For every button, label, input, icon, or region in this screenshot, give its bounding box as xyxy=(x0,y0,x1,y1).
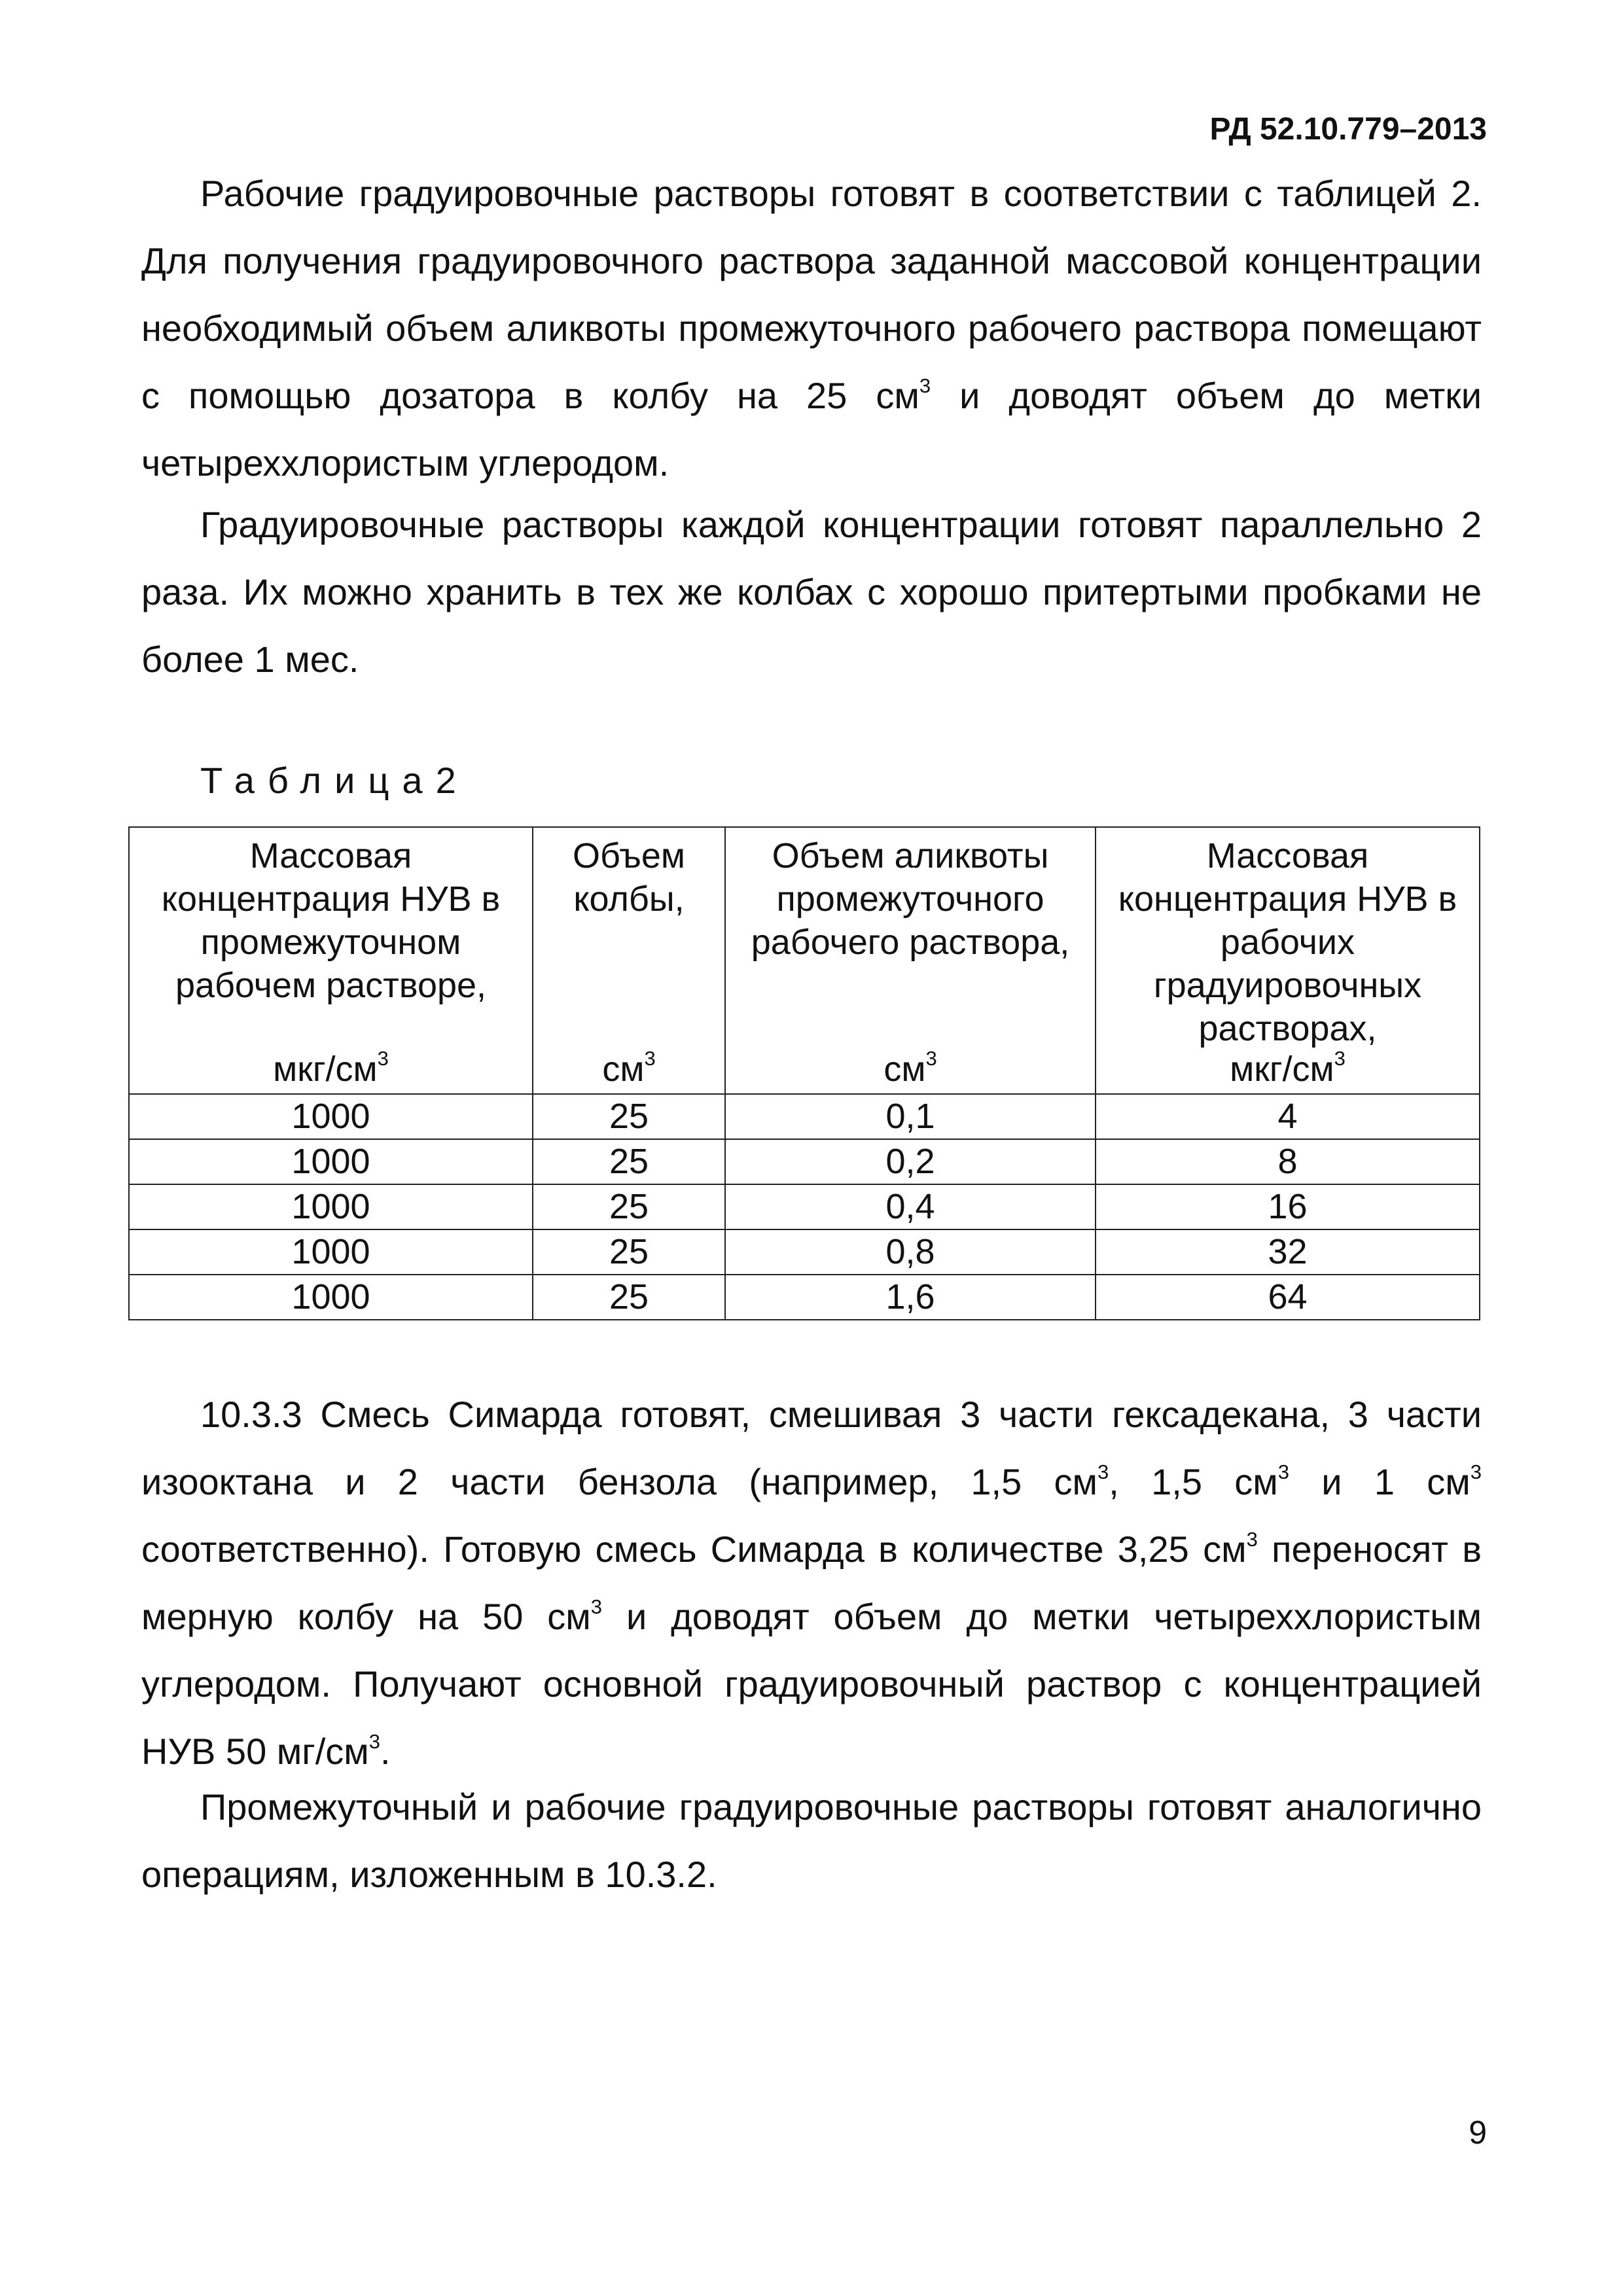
table-cell: 25 xyxy=(533,1184,725,1229)
table-cell: 25 xyxy=(533,1275,725,1320)
table-cell: 1000 xyxy=(129,1139,533,1184)
header-aliquot-volume xyxy=(725,827,1096,1094)
table-caption: Таблица2 xyxy=(200,760,469,801)
table-cell: 0,4 xyxy=(725,1184,1096,1229)
superscript: 3 xyxy=(1097,1460,1109,1483)
header-text: Объем колбы, xyxy=(572,836,686,919)
header-text: Объем аликвоты промежуточного рабочего раствора, xyxy=(751,836,1070,962)
table-2 xyxy=(128,826,1479,1320)
header-flask-volume xyxy=(533,827,725,1094)
calibration-table xyxy=(128,826,1480,1320)
table-cell: 1000 xyxy=(129,1229,533,1275)
table-cell: 16 xyxy=(1096,1184,1480,1229)
paragraph-intermediate-solutions: Промежуточный и рабочие градуировочные растворы готовят аналогично операциям, изложенным в 10.3.2. xyxy=(141,1786,1482,1895)
superscript: 3 xyxy=(1246,1528,1258,1551)
superscript: 3 xyxy=(368,1730,381,1753)
paragraph-text: и доводят объем до метки четыреххлористым углеродом. xyxy=(141,375,1482,484)
table-row xyxy=(129,1139,1480,1184)
header-unit: мкг/$см^3$ xyxy=(273,1047,389,1089)
paragraph-storage: Градуировочные растворы каждой концентрации готовят параллельно 2 раза. Их можно хранить в тех же колбах с хорошо притертыми пробками не более 1 мес. xyxy=(141,504,1482,680)
paragraph-text: 10.3.3 Смесь Симарда готовят, смешивая 3 части гексадекана, 3 части изооктана и 2 части бензола (например, 1,5 см xyxy=(141,1394,1482,1502)
paragraph-simard-mixture xyxy=(141,1381,1482,1785)
header-text: Массовая концентрация НУВ в промежуточном рабочем растворе, xyxy=(161,836,501,1005)
table-cell: 0,1 xyxy=(725,1094,1096,1139)
table-cell: 8 xyxy=(1096,1139,1480,1184)
header-unit: мкг/$см^3$ xyxy=(1230,1047,1346,1089)
paragraph-text: переносят в мерную колбу на 50 см xyxy=(141,1528,1482,1637)
table-row xyxy=(129,1275,1480,1320)
table-cell: 1,6 xyxy=(725,1275,1096,1320)
header-unit: $см^3$ xyxy=(883,1047,937,1089)
header-working-concentration xyxy=(1096,827,1480,1094)
table-cell: 25 xyxy=(533,1139,725,1184)
table-header-row xyxy=(129,827,1480,1094)
table-cell: 32 xyxy=(1096,1229,1480,1275)
document-code: РД 52.10.779–2013 xyxy=(1209,112,1487,147)
table-cell: 25 xyxy=(533,1094,725,1139)
table-cell: 64 xyxy=(1096,1275,1480,1320)
table-row xyxy=(129,1184,1480,1229)
page-number: 9 xyxy=(1469,2114,1487,2151)
paragraph-text: , 1,5 см xyxy=(1109,1461,1278,1502)
superscript: 3 xyxy=(919,374,931,397)
header-text: Массовая концентрация НУВ в рабочих градуировочных растворах, xyxy=(1118,836,1457,1048)
table-row xyxy=(129,1094,1480,1139)
table-cell: 1000 xyxy=(129,1184,533,1229)
paragraph-text: и доводят объем до метки четыреххлористым углеродом. Получают основной градуировочный раствор с концентрацией НУВ 50 мг/см xyxy=(141,1596,1482,1772)
header-unit: $см^3$ xyxy=(602,1047,656,1089)
header-intermediate-concentration xyxy=(129,827,533,1094)
table-row xyxy=(129,1229,1480,1275)
paragraph-text: и 1 см xyxy=(1289,1461,1471,1502)
superscript: 3 xyxy=(590,1595,603,1618)
paragraph-text: Рабочие градуировочные растворы готовят в соответствии с таблицей 2. Для получения градуировочного раствора заданной массовой концентрации необходимый объем аликвоты промежуточного рабочего раствора помещают с помощью дозатора в колбу на 25 см xyxy=(141,173,1482,416)
paragraph-text: соответственно). Готовую смесь Симарда в количестве 3,25 см xyxy=(141,1528,1247,1570)
table-cell: 0,8 xyxy=(725,1229,1096,1275)
table-cell: 25 xyxy=(533,1229,725,1275)
table-cell: 4 xyxy=(1096,1094,1480,1139)
superscript: 3 xyxy=(1277,1460,1289,1483)
paragraph-text: . xyxy=(380,1731,391,1772)
table-cell: 1000 xyxy=(129,1275,533,1320)
table-cell: 1000 xyxy=(129,1094,533,1139)
table-cell: 0,2 xyxy=(725,1139,1096,1184)
paragraph-working-solutions xyxy=(141,160,1482,497)
superscript: 3 xyxy=(1470,1460,1482,1483)
